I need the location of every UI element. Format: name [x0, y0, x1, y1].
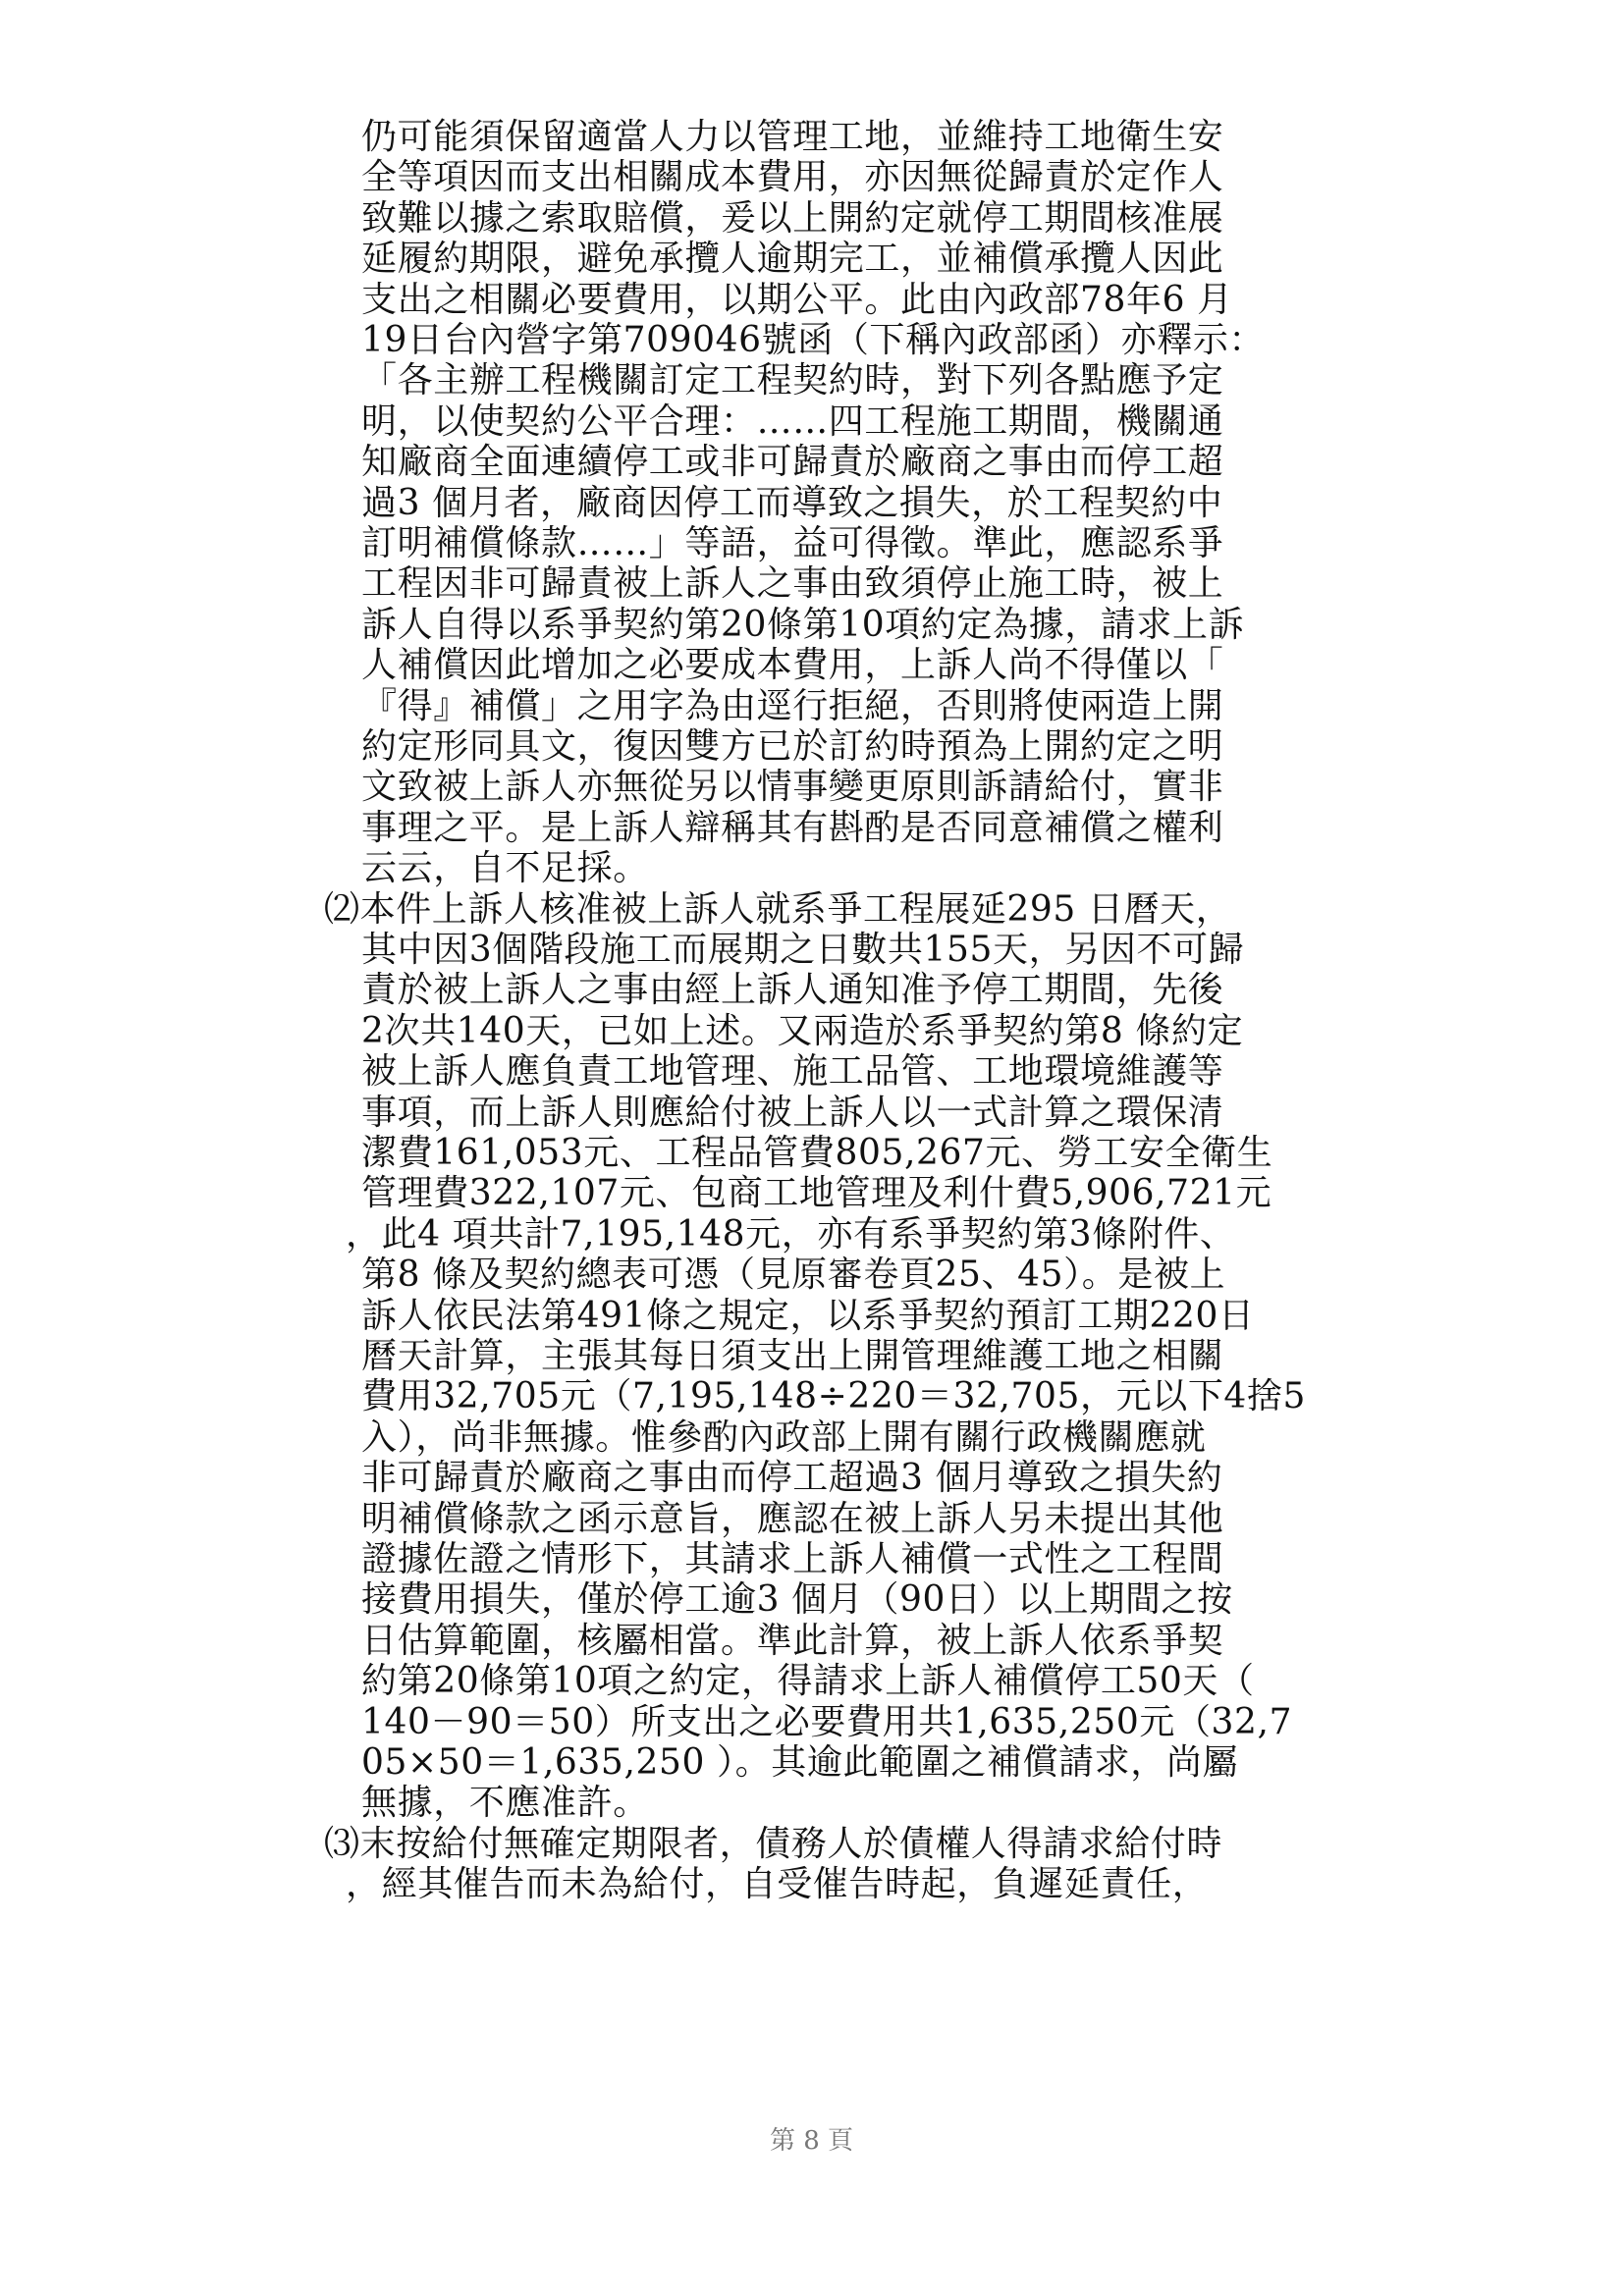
page-number: 第 8 頁: [769, 2126, 854, 2156]
text-line: 事項，而上訴人則應給付被上訴人以一式計算之環保清: [361, 1093, 1224, 1133]
text-line: 支出之相關必要費用，以期公平。此由內政部78年6 月: [361, 280, 1233, 320]
text-line: 「各主辦工程機關訂定工程契約時，對下列各點應予定: [361, 360, 1224, 400]
text-line: 曆天計算，主張其每日須支出上開管理維護工地之相關: [361, 1336, 1224, 1376]
text-line: 云云，自不足採。: [361, 848, 649, 888]
text-line: 證據佐證之情形下，其請求上訴人補償一式性之工程間: [361, 1539, 1224, 1579]
text-line: 第8 條及契約總表可憑（見原審卷頁25、45）。是被上: [361, 1255, 1226, 1295]
text-line: 其中因3個階段施工而展期之日數共155天，另因不可歸: [361, 930, 1245, 970]
text-line: 19日台內營字第709046號函（下稱內政部函）亦釋示：: [361, 320, 1266, 360]
text-line: 仍可能須保留適當人力以管理工地，並維持工地衛生安: [361, 117, 1224, 157]
text-line: ⑶末按給付無確定期限者，債務人於債權人得請求給付時: [324, 1824, 1223, 1864]
text-line: 入），尚非無據。惟參酌內政部上開有關行政機關應就: [361, 1417, 1207, 1458]
text-line: 致難以據之索取賠償，爰以上開約定就停工期間核准展: [361, 198, 1224, 239]
text-line: 管理費322,107元、包商工地管理及利什費5,906,721元: [361, 1173, 1272, 1213]
text-line: 約定形同具文，復因雙方已於訂約時預為上開約定之明: [361, 726, 1224, 767]
text-line: 全等項因而支出相關成本費用，亦因無從歸責於定作人: [361, 157, 1224, 197]
text-line: 延履約期限，避免承攬人逾期完工，並補償承攬人因此: [361, 239, 1224, 279]
text-line: 責於被上訴人之事由經上訴人通知准予停工期間，先後: [361, 970, 1224, 1010]
text-line: 人補償因此增加之必要成本費用，上訴人尚不得僅以「: [361, 645, 1224, 685]
text-line: ⑵本件上訴人核准被上訴人就系爭工程展延295 日曆天，: [324, 889, 1232, 930]
text-line: 140－90＝50）所支出之必要費用共1,635,250元（32,7: [361, 1702, 1293, 1742]
text-line: 工程因非可歸責被上訴人之事由致須停止施工時，被上: [361, 563, 1224, 604]
text-line: 約第20條第10項之約定，得請求上訴人補償停工50天（: [361, 1661, 1255, 1701]
text-line: 訴人自得以系爭契約第20條第10項約定為據，請求上訴: [361, 605, 1245, 645]
text-line: 明，以使契約公平合理：……四工程施工期間，機關通: [361, 401, 1224, 442]
text-line: 文致被上訴人亦無從另以情事變更原則訴請給付，實非: [361, 767, 1224, 807]
text-line: ，此4 項共計7,195,148元，亦有系爭契約第3條附件、: [346, 1214, 1236, 1255]
text-line: ，經其催告而未為給付，自受催告時起，負遲延責任，: [346, 1864, 1209, 1904]
text-line: 知廠商全面連續停工或非可歸責於廠商之事由而停工超: [361, 442, 1224, 482]
text-line: 訂明補償條款……」等語，益可得徵。準此，應認系爭: [361, 523, 1224, 563]
text-line: 潔費161,053元、工程品管費805,267元、勞工安全衛生: [361, 1133, 1273, 1173]
text-line: 非可歸責於廠商之事由而停工超過3 個月導致之損失約: [361, 1458, 1223, 1498]
text-line: 明補償條款之函示意旨，應認在被上訴人另未提出其他: [361, 1499, 1224, 1539]
text-line: 05×50＝1,635,250 ）。其逾此範圍之補償請求，尚屬: [361, 1742, 1239, 1783]
text-line: 事理之平。是上訴人辯稱其有斟酌是否同意補償之權利: [361, 808, 1224, 848]
text-line: 『得』補償」之用字為由逕行拒絕，否則將使兩造上開: [361, 686, 1224, 726]
text-line: 被上訴人應負責工地管理、施工品管、工地環境維護等: [361, 1051, 1224, 1092]
text-line: 日估算範圍，核屬相當。準此計算，被上訴人依系爭契: [361, 1621, 1224, 1661]
text-line: 費用32,705元（7,195,148÷220＝32,705，元以下4捨5: [361, 1376, 1307, 1416]
text-line: 無據，不應准許。: [361, 1783, 649, 1823]
text-line: 訴人依民法第491條之規定，以系爭契約預訂工期220日: [361, 1296, 1255, 1336]
text-line: 接費用損失，僅於停工逾3 個月（90日）以上期間之按: [361, 1579, 1233, 1620]
text-line: 過3 個月者，廠商因停工而導致之損失，於工程契約中: [361, 483, 1223, 523]
text-line: 2次共140天，已如上述。又兩造於系爭契約第8 條約定: [361, 1011, 1244, 1051]
